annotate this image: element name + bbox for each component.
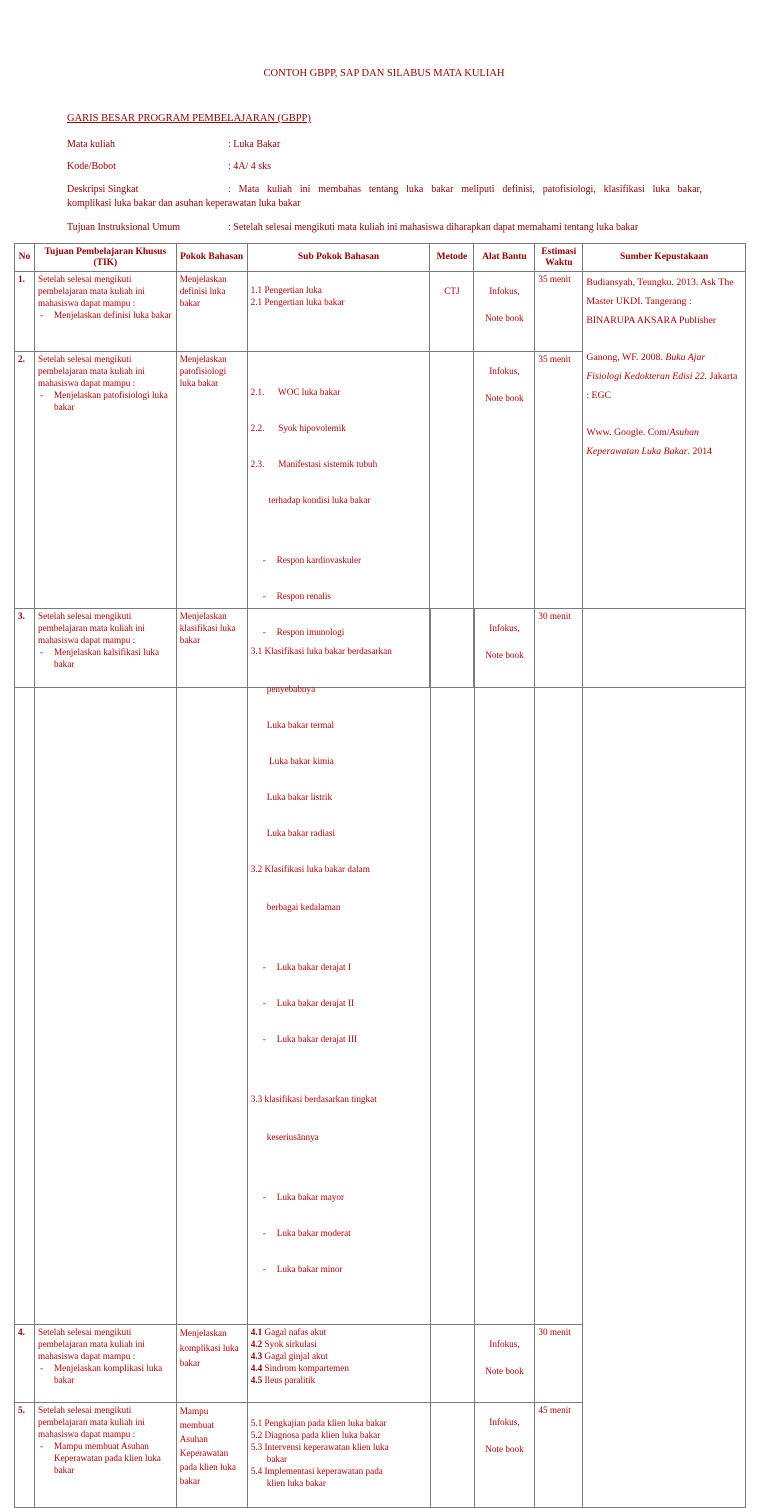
metode-cell: CTJ bbox=[430, 272, 474, 352]
sub-dash-item: - Luka bakar derajat II bbox=[251, 997, 427, 1009]
alat-cell bbox=[474, 272, 535, 352]
tik-intro: Setelah selesai mengikuti pembelajaran mata kuliah ini mahasiswa dapat mampu : bbox=[37, 354, 145, 388]
sub-item: 4.4 Sindrom kompartemen bbox=[250, 1363, 349, 1373]
alat-infokus: Infokus, bbox=[489, 366, 520, 376]
sub-item: 5.2 Diagnosa pada klien luka bakar bbox=[250, 1430, 381, 1440]
sub-dash-item: - Respon renalis bbox=[251, 590, 427, 602]
tik-intro: Setelah selesai mengikuti pembelajaran mata kuliah ini mahasiswa dapat mampu : bbox=[37, 1327, 145, 1361]
alat-notebook: Note book bbox=[485, 650, 524, 660]
tik-cell bbox=[34, 1403, 176, 1508]
metode-cell bbox=[430, 609, 474, 1325]
sumber-cell-empty bbox=[583, 609, 746, 1508]
alat-infokus: Infokus, bbox=[489, 1417, 520, 1427]
estimasi-cell: 30 menit bbox=[535, 609, 583, 1325]
sub-item: Luka bakar listrik bbox=[266, 792, 333, 802]
sub-item: Luka bakar radiasi bbox=[266, 828, 336, 838]
mata-kuliah-value: : Luka Bakar bbox=[228, 139, 281, 150]
sub-dash-item: - Luka bakar moderat bbox=[251, 1227, 427, 1239]
sub-item: 4.3 Gagal ginjal akut bbox=[250, 1351, 328, 1361]
sub-cell bbox=[247, 272, 430, 352]
estimasi-cell: 45 menit bbox=[535, 1403, 583, 1508]
sub-dash-item: - Luka bakar derajat I bbox=[251, 961, 427, 973]
sub-item: 4.2 Syok sirkulasi bbox=[250, 1339, 317, 1349]
tik-intro: Setelah selesai mengikuti pembelajaran mata kuliah ini mahasiswa dapat mampu : bbox=[37, 274, 145, 308]
sub-item: 4.5 Ileus paralitik bbox=[250, 1375, 316, 1385]
pokok-cell: Menjelaskan patofisiologi luka bakar bbox=[176, 352, 247, 688]
metode-cell bbox=[430, 1403, 474, 1508]
sub-item: keseriusānnya bbox=[266, 1132, 319, 1142]
sub-dash-item: - Respon imunologi bbox=[251, 626, 427, 638]
tik-item: - Menjelaskan kalsifikasi luka bakar bbox=[38, 646, 173, 670]
sub-item: 3.3 klasifikasi berdasarkan tingkat bbox=[250, 1094, 377, 1104]
table-row bbox=[15, 609, 746, 1325]
sub-item: berbagai kedalaman bbox=[266, 902, 341, 912]
deskripsi-value-cont: komplikasi luka bakar dan asuhan keperawatan luka bakar bbox=[67, 198, 301, 209]
sub-dash-item: - Luka bakar derajat III bbox=[251, 1033, 427, 1045]
sub-cell bbox=[247, 1325, 430, 1403]
alat-notebook: Note book bbox=[485, 393, 524, 403]
header-metode: Metode bbox=[430, 244, 474, 272]
metode-cell bbox=[430, 1325, 474, 1403]
sub-dash-item: - Luka bakar minor bbox=[251, 1263, 427, 1275]
sub-item: 5.4 Implementasi keperawatan pada bbox=[250, 1466, 383, 1476]
sub-item: bakar bbox=[266, 1454, 288, 1464]
kode-bobot-value: : 4A/ 4 sks bbox=[228, 161, 272, 172]
row-number: 5. bbox=[15, 1403, 35, 1508]
mata-kuliah-label: Mata kuliah bbox=[67, 139, 116, 150]
estimasi-cell: 30 menit bbox=[535, 1325, 583, 1403]
sub-item: Luka bakar kimia bbox=[266, 756, 334, 766]
header-tik: Tujuan Pembelajaran Khusus (TIK) bbox=[34, 244, 176, 272]
alat-infokus: Infokus, bbox=[489, 623, 520, 633]
estimasi-cell: 35 menit bbox=[535, 352, 583, 688]
sub-dash-item: - Respon kardiovaskuler bbox=[251, 554, 427, 566]
sub-item: penyebabnya bbox=[266, 684, 316, 694]
tik-cell bbox=[34, 272, 176, 352]
row-number: 2. bbox=[15, 352, 35, 688]
sub-cell bbox=[247, 1403, 430, 1508]
sumber-2: Ganong, WF. 2008. Buku Ajar Fisiologi Kedokteran Edisi 22. Jakarta : EGC bbox=[586, 352, 738, 401]
tik-item: - Menjelaskan definisi luka bakar bbox=[38, 309, 173, 321]
alat-notebook: Note book bbox=[485, 1366, 524, 1376]
sub-dash-item: - Luka bakar mayor bbox=[251, 1191, 427, 1203]
sub-item: 2.2. Syok hipovolemik bbox=[250, 423, 346, 433]
sumber-3: Www. Google. Com/Asuhan Keperawatan Luka Bakar. 2014 bbox=[586, 427, 713, 457]
tik-cell bbox=[34, 1325, 176, 1403]
sub-item: 4.1 Gagal nafas akut bbox=[250, 1327, 327, 1337]
sub-item: klien luka bakar bbox=[266, 1478, 326, 1488]
estimasi-cell: 35 menit bbox=[535, 272, 583, 352]
pokok-cell: Mampu membuat Asuhan Keperawatan pada klien luka bakar bbox=[176, 1403, 247, 1508]
tik-item: - Mampu membuat Asuhan Keperawatan pada klien luka bakar bbox=[38, 1440, 173, 1476]
header-no: No bbox=[15, 244, 35, 272]
sub-item: Luka bakar termal bbox=[266, 720, 335, 730]
pokok-cell: Menjelaskan definisi luka bakar bbox=[176, 272, 247, 352]
alat-cell bbox=[474, 1325, 535, 1403]
alat-infokus: Infokus, bbox=[489, 286, 520, 296]
alat-cell bbox=[474, 609, 535, 1325]
sub-item: 2.3. Manifestasi sistemik tubuh bbox=[250, 459, 378, 469]
alat-notebook: Note book bbox=[485, 1444, 524, 1454]
header-pokok: Pokok Bahasan bbox=[176, 244, 247, 272]
row-number: 3. bbox=[15, 609, 35, 1325]
deskripsi-label: Deskripsi Singkat bbox=[67, 184, 139, 195]
sub-cell bbox=[247, 609, 430, 1325]
header-alat: Alat Bantu bbox=[474, 244, 535, 272]
header-sub: Sub Pokok Bahasan bbox=[247, 244, 430, 272]
tiu-value: : Setelah selesai mengikuti mata kuliah ini mahasiswa diharapkan dapat memahami tentang luka bakar bbox=[228, 222, 639, 233]
sub-item: 3.1 Klasifikasi luka bakar berdasarkan bbox=[250, 646, 392, 656]
sub-item: terhadap kondisi luka bakar bbox=[268, 495, 371, 505]
table-row bbox=[15, 272, 746, 352]
alat-infokus: Infokus, bbox=[489, 1339, 520, 1349]
sub-item: 1.1 Pengertian luka bbox=[250, 285, 322, 295]
tik-intro: Setelah selesai mengikuti pembelajaran mata kuliah ini mahasiswa dapat mampu : bbox=[37, 611, 145, 645]
sumber-1: Budiansyah, Teungku. 2013. Ask The Master UKDI. Tangerang : BINARUPA AKSARA Publisher bbox=[586, 277, 734, 326]
section-title: GARIS BESAR PROGRAM PEMBELAJARAN (GBPP) bbox=[67, 113, 311, 124]
table-header-row bbox=[15, 244, 746, 272]
document-title: CONTOH GBPP, SAP DAN SILABUS MATA KULIAH bbox=[263, 68, 505, 79]
sub-item: 5.1 Pengkajian pada klien luka bakar bbox=[250, 1418, 387, 1428]
sub-item: 2.1 Pengertian luka bakar bbox=[250, 297, 345, 307]
tik-intro: Setelah selesai mengikuti pembelajaran mata kuliah ini mahasiswa dapat mampu : bbox=[37, 1405, 145, 1439]
gbpp-table-part-2 bbox=[14, 608, 746, 1508]
sub-item: 2.1. WOC luka bakar bbox=[250, 387, 341, 397]
header-sumber: Sumber Kepustakaan bbox=[583, 244, 746, 272]
alat-notebook: Note book bbox=[485, 313, 524, 323]
row-number: 4. bbox=[15, 1325, 35, 1403]
pokok-cell: Menjelaskan komplikasi luka bakar bbox=[176, 1325, 247, 1403]
tik-item: - Menjelaskan komplikasi luka bakar bbox=[38, 1362, 173, 1386]
row-number: 1. bbox=[15, 272, 35, 352]
alat-cell bbox=[474, 1403, 535, 1508]
pokok-cell: Menjelaskan klasifikasi luka bakar bbox=[176, 609, 247, 1325]
tik-item: - Menjelaskan patofisiologi luka bakar bbox=[38, 389, 173, 413]
deskripsi-value: : Mata kuliah ini membahas tentang luka bakar meliputi definisi, patofisiologi, klasifikasi luka bakar, bbox=[228, 184, 702, 195]
tik-cell bbox=[34, 609, 176, 1325]
sub-item: 5.3 Intervensi keperawatan klien luka bbox=[250, 1442, 389, 1452]
header-estimasi: Estimasi Waktu bbox=[535, 244, 583, 272]
kode-bobot-label: Kode/Bobot bbox=[67, 161, 116, 172]
tiu-label: Tujuan Instruksional Umum bbox=[67, 222, 180, 233]
sub-item: 3.2 Klasifikasi luka bakar dalam bbox=[250, 864, 370, 874]
